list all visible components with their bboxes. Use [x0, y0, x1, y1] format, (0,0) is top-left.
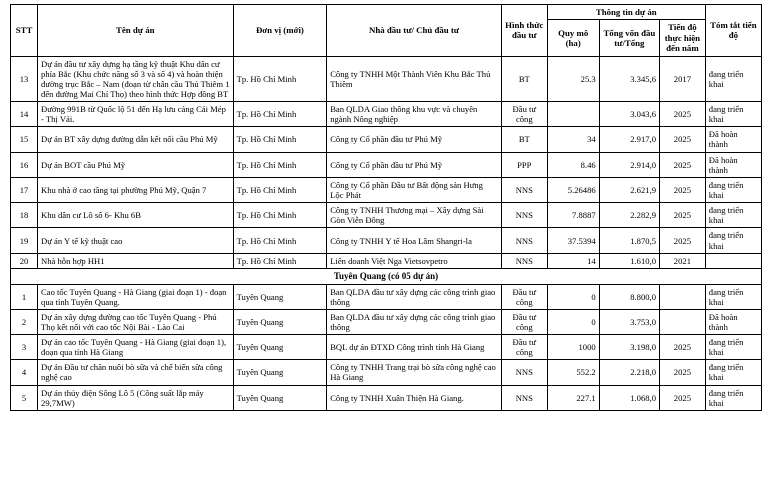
cell-investor: Công ty TNHH Xuân Thiện Hà Giang. — [327, 385, 502, 410]
cell-progress: 2017 — [660, 56, 706, 102]
cell-name: Dự án xây dựng đường cao tốc Tuyên Quang - Phú Thọ kết nối với cao tốc Nội Bài - Lào Cai — [38, 309, 234, 334]
cell-form: NNS — [501, 385, 547, 410]
table-row — [11, 385, 762, 410]
cell-unit: Tp. Hồ Chí Minh — [233, 127, 327, 152]
cell-capital: 2.218,0 — [599, 360, 659, 385]
header-unit: Đơn vị (mới) — [233, 5, 327, 57]
cell-investor: Liên doanh Việt Nga Vietsovpetro — [327, 253, 502, 268]
cell-form: NNS — [501, 253, 547, 268]
cell-name: Dự án BOT cầu Phú Mỹ — [38, 152, 234, 177]
cell-unit: Tuyên Quang — [233, 335, 327, 360]
cell-form: NNS — [501, 228, 547, 253]
cell-summary: đang triển khai — [705, 360, 761, 385]
cell-capital: 8.800,0 — [599, 284, 659, 309]
table-row — [11, 309, 762, 334]
table-row — [11, 360, 762, 385]
cell-progress: 2021 — [660, 253, 706, 268]
cell-unit: Tp. Hồ Chí Minh — [233, 152, 327, 177]
cell-form: BT — [501, 56, 547, 102]
cell-investor: BQL dự án ĐTXD Công trình tỉnh Hà Giang — [327, 335, 502, 360]
cell-unit: Tuyên Quang — [233, 284, 327, 309]
cell-summary: Đã hoàn thành — [705, 152, 761, 177]
cell-summary: đang triển khai — [705, 385, 761, 410]
cell-unit: Tuyên Quang — [233, 385, 327, 410]
cell-form: Đầu tư công — [501, 309, 547, 334]
cell-investor: Công ty TNHH Thương mại – Xây dựng Sài Gòn Viễn Đông — [327, 203, 502, 228]
cell-capital: 2.917,0 — [599, 127, 659, 152]
cell-form: NNS — [501, 177, 547, 202]
header-scale: Quy mô (ha) — [547, 20, 599, 56]
cell-stt: 14 — [11, 102, 38, 127]
cell-progress: 2025 — [660, 152, 706, 177]
cell-stt: 1 — [11, 284, 38, 309]
cell-capital: 2.282,9 — [599, 203, 659, 228]
cell-scale: 37.5394 — [547, 228, 599, 253]
table-body — [11, 56, 762, 410]
cell-name: Dự án đầu tư xây dựng hạ tầng kỹ thuật Khu dân cư phía Bắc (Khu chức năng số 3 và số 4) và hoàn thiện đường trục Bắc – Nam (đoạn từ chân cầu Thủ Thiêm 1 đến đường Mai Chí Thọ) theo hình thức Hợp đồng BT — [38, 56, 234, 102]
cell-name: Nhà hỗn hợp HH1 — [38, 253, 234, 268]
cell-stt: 4 — [11, 360, 38, 385]
cell-progress — [660, 309, 706, 334]
cell-progress: 2025 — [660, 360, 706, 385]
cell-stt: 2 — [11, 309, 38, 334]
cell-capital: 2.621,9 — [599, 177, 659, 202]
table-row — [11, 152, 762, 177]
cell-name: Dự án Đầu tư chăn nuôi bò sữa và chế biến sữa công nghệ cao — [38, 360, 234, 385]
cell-investor: Công ty Cổ phần đầu tư Phú Mỹ — [327, 127, 502, 152]
cell-investor: Ban QLDA Giao thông khu vực và chuyên ngành Nông nghiệp — [327, 102, 502, 127]
cell-summary — [705, 253, 761, 268]
cell-summary: đang triển khai — [705, 56, 761, 102]
cell-scale: 8.46 — [547, 152, 599, 177]
cell-scale: 25.3 — [547, 56, 599, 102]
cell-capital: 3.753,0 — [599, 309, 659, 334]
cell-summary: đang triển khai — [705, 102, 761, 127]
cell-form: BT — [501, 127, 547, 152]
cell-investor: Công ty Cổ phần Đầu tư Bất động sản Hưng Lộc Phát — [327, 177, 502, 202]
table-header-row-1 — [11, 5, 762, 20]
cell-unit: Tp. Hồ Chí Minh — [233, 253, 327, 268]
cell-unit: Tuyên Quang — [233, 309, 327, 334]
group-header-row — [11, 268, 762, 284]
cell-investor: Công ty TNHH Một Thành Viên Khu Bắc Thủ Thiêm — [327, 56, 502, 102]
group-label: Tuyên Quang (có 05 dự án) — [11, 268, 762, 284]
table-row — [11, 102, 762, 127]
cell-stt: 5 — [11, 385, 38, 410]
cell-name: Khu dân cư Lô số 6- Khu 6B — [38, 203, 234, 228]
cell-capital: 1.870,5 — [599, 228, 659, 253]
cell-unit: Tp. Hồ Chí Minh — [233, 177, 327, 202]
cell-unit: Tp. Hồ Chí Minh — [233, 203, 327, 228]
cell-stt: 20 — [11, 253, 38, 268]
cell-summary: đang triển khai — [705, 335, 761, 360]
cell-summary: đang triển khai — [705, 203, 761, 228]
cell-name: Đường 991B từ Quốc lộ 51 đến Hạ lưu cảng Cái Mép - Thị Vải. — [38, 102, 234, 127]
cell-form: NNS — [501, 360, 547, 385]
cell-unit: Tuyên Quang — [233, 360, 327, 385]
cell-investor: Công ty TNHH Trang trại bò sữa công nghệ cao Hà Giang — [327, 360, 502, 385]
header-summary: Tóm tắt tiến độ — [705, 5, 761, 57]
cell-stt: 3 — [11, 335, 38, 360]
table-row — [11, 253, 762, 268]
cell-progress: 2025 — [660, 177, 706, 202]
cell-form: Đầu tư công — [501, 335, 547, 360]
cell-scale: 7.8887 — [547, 203, 599, 228]
cell-progress: 2025 — [660, 203, 706, 228]
cell-progress: 2025 — [660, 385, 706, 410]
cell-scale: 227.1 — [547, 385, 599, 410]
cell-investor: Công ty Cổ phần đầu tư Phú Mỹ — [327, 152, 502, 177]
header-investor: Nhà đầu tư/ Chủ đầu tư — [327, 5, 502, 57]
cell-progress — [660, 284, 706, 309]
table-row — [11, 56, 762, 102]
projects-table — [10, 4, 762, 411]
cell-scale: 1000 — [547, 335, 599, 360]
header-name: Tên dự án — [38, 5, 234, 57]
cell-stt: 17 — [11, 177, 38, 202]
header-capital: Tổng vốn đầu tư/Tổng — [599, 20, 659, 56]
cell-capital: 2.914,0 — [599, 152, 659, 177]
cell-unit: Tp. Hồ Chí Minh — [233, 56, 327, 102]
cell-form: PPP — [501, 152, 547, 177]
cell-progress: 2025 — [660, 228, 706, 253]
cell-scale: 0 — [547, 284, 599, 309]
cell-progress: 2025 — [660, 102, 706, 127]
table-row — [11, 228, 762, 253]
cell-scale: 14 — [547, 253, 599, 268]
table-row — [11, 127, 762, 152]
cell-progress: 2025 — [660, 335, 706, 360]
header-form: Hình thức đầu tư — [501, 5, 547, 57]
cell-form: NNS — [501, 203, 547, 228]
cell-scale: 34 — [547, 127, 599, 152]
table-row — [11, 177, 762, 202]
cell-stt: 15 — [11, 127, 38, 152]
cell-name: Dự án thủy điện Sông Lô 5 (Công suất lắp máy 29,7MW) — [38, 385, 234, 410]
cell-name: Dự án cao tốc Tuyên Quang - Hà Giang (giai đoạn 1), đoạn qua tỉnh Hà Giang — [38, 335, 234, 360]
cell-stt: 13 — [11, 56, 38, 102]
cell-summary: Đã hoàn thành — [705, 127, 761, 152]
cell-progress: 2025 — [660, 127, 706, 152]
cell-scale: 552.2 — [547, 360, 599, 385]
cell-scale: 0 — [547, 309, 599, 334]
cell-name: Cao tốc Tuyên Quang - Hà Giang (giai đoạn 1) - đoạn qua tỉnh Tuyên Quang. — [38, 284, 234, 309]
cell-name: Khu nhà ở cao tầng tại phường Phú Mỹ, Quận 7 — [38, 177, 234, 202]
cell-capital: 1.610,0 — [599, 253, 659, 268]
cell-summary: đang triển khai — [705, 284, 761, 309]
cell-form: Đầu tư công — [501, 284, 547, 309]
cell-unit: Tp. Hồ Chí Minh — [233, 228, 327, 253]
table-row — [11, 335, 762, 360]
cell-capital: 3.345,6 — [599, 56, 659, 102]
header-stt: STT — [11, 5, 38, 57]
header-progress: Tiến độ thực hiện đến năm — [660, 20, 706, 56]
cell-scale — [547, 102, 599, 127]
table-head — [11, 5, 762, 57]
cell-capital: 1.068,0 — [599, 385, 659, 410]
cell-name: Dự án BT xây dựng đường dẫn kết nối cầu Phú Mỹ — [38, 127, 234, 152]
table-row — [11, 203, 762, 228]
cell-summary: đang triển khai — [705, 177, 761, 202]
header-info-group: Thông tin dự án — [547, 5, 705, 20]
cell-investor: Ban QLDA đầu tư xây dựng các công trình giao thông — [327, 284, 502, 309]
cell-capital: 3.198,0 — [599, 335, 659, 360]
cell-stt: 19 — [11, 228, 38, 253]
cell-form: Đầu tư công — [501, 102, 547, 127]
table-row — [11, 284, 762, 309]
cell-investor: Công ty TNHH Y tế Hoa Lâm Shangri-la — [327, 228, 502, 253]
cell-unit: Tp. Hồ Chí Minh — [233, 102, 327, 127]
cell-investor: Ban QLDA đầu tư xây dựng các công trình giao thông — [327, 309, 502, 334]
cell-capital: 3.043,6 — [599, 102, 659, 127]
cell-scale: 5.26486 — [547, 177, 599, 202]
cell-name: Dự án Y tế kỹ thuật cao — [38, 228, 234, 253]
cell-summary: đang triển khai — [705, 228, 761, 253]
cell-summary: Đã hoàn thành — [705, 309, 761, 334]
cell-stt: 16 — [11, 152, 38, 177]
cell-stt: 18 — [11, 203, 38, 228]
